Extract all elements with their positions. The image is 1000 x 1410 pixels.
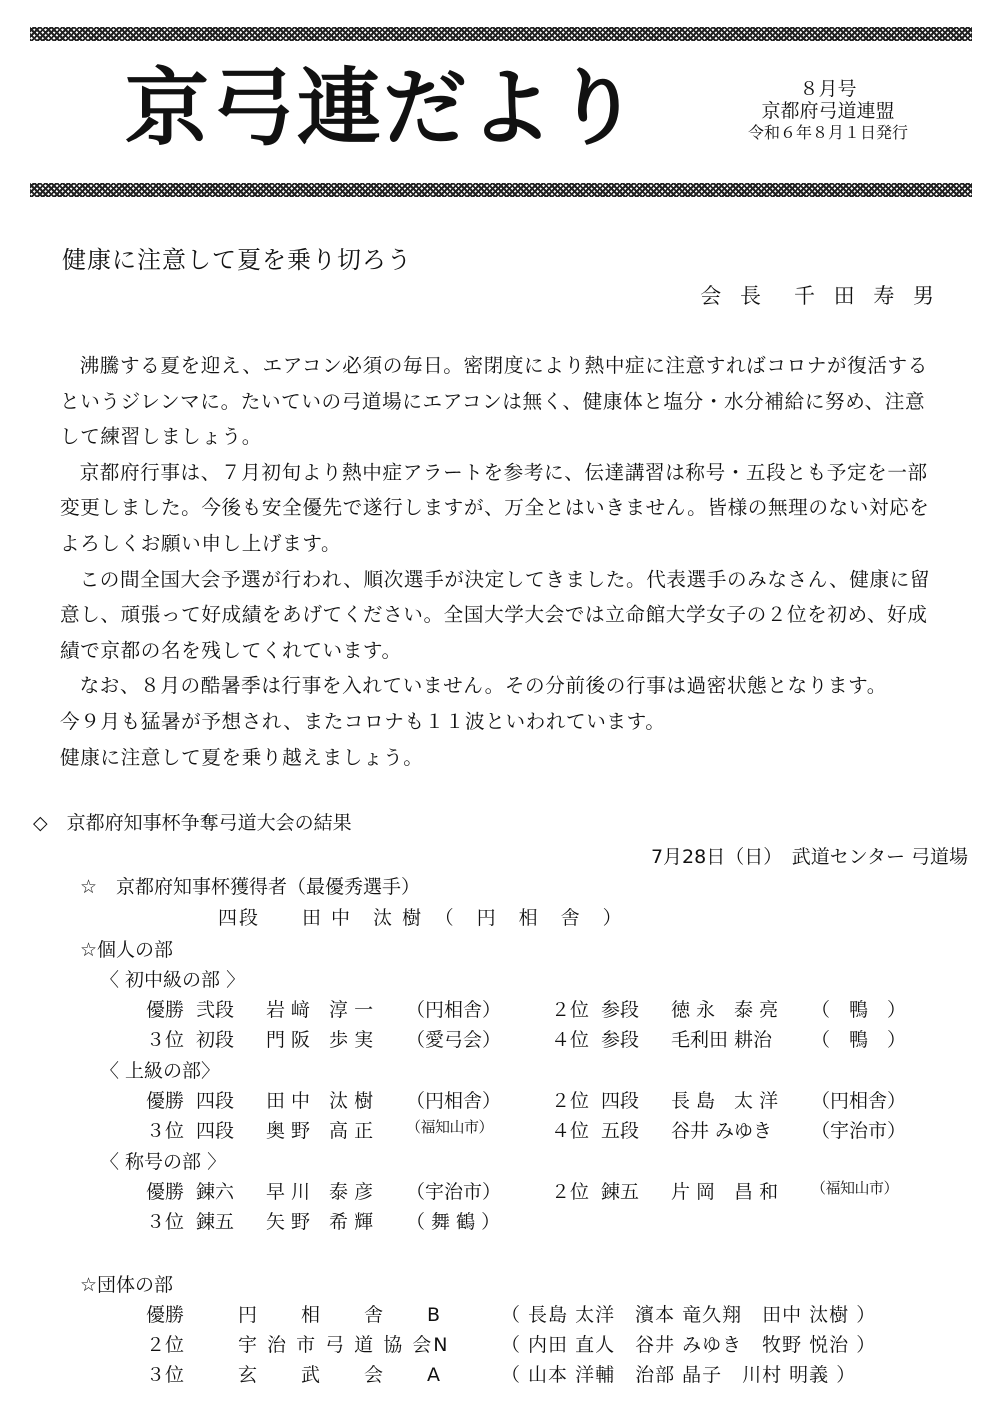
team-members: （ 内田 直人 谷井 みゆき 牧野 悦治 ） bbox=[501, 1334, 877, 1356]
article-title: 健康に注意して夏を乗り切ろう bbox=[62, 246, 412, 274]
rank: ２位 bbox=[551, 1181, 590, 1203]
club: （愛弓会） bbox=[406, 1029, 502, 1051]
header-top-border bbox=[30, 27, 972, 41]
competitor-name: 徳 永 泰 亮 bbox=[671, 999, 779, 1021]
competitor-name: 田 中 汰 樹 bbox=[266, 1090, 374, 1112]
dan: 初段 bbox=[196, 1029, 235, 1051]
article-body bbox=[60, 348, 940, 775]
results-section-title: ◇ 京都府知事杯争奪弓道大会の結果 bbox=[33, 812, 352, 834]
award-heading: ☆ 京都府知事杯獲得者（最優秀選手） bbox=[80, 876, 421, 898]
team-name: 玄 武 会 A bbox=[238, 1364, 442, 1386]
team-heading: ☆団体の部 bbox=[80, 1274, 174, 1296]
paragraph: 今９月も猛暑が予想され、またコロナも１１波といわれています。 bbox=[60, 709, 666, 733]
paragraph: なお、８月の酷暑季は行事を入れていません。その分前後の行事は過密状態となります。 bbox=[79, 674, 887, 698]
club: （宇治市） bbox=[811, 1120, 907, 1142]
competitor-name: 奥 野 高 正 bbox=[266, 1120, 374, 1142]
award-winner: 四段 田 中 汰 樹 （ 円 相 舎 ） bbox=[218, 907, 624, 929]
competitor-name: 矢 野 希 輝 bbox=[266, 1211, 374, 1233]
rank: ４位 bbox=[551, 1029, 590, 1051]
competitor-name: 早 川 泰 彦 bbox=[266, 1181, 374, 1203]
article-author: 会 長 千 田 寿 男 bbox=[700, 284, 940, 308]
club: （ 舞 鶴 ） bbox=[406, 1211, 501, 1233]
issue-month: ８月号 bbox=[799, 78, 857, 100]
rank: 優勝 bbox=[146, 1304, 185, 1326]
team-members: （ 山本 洋輔 治部 晶子 川村 明義 ） bbox=[501, 1364, 857, 1386]
club: （円相舎） bbox=[406, 999, 502, 1021]
rank: ３位 bbox=[146, 1029, 185, 1051]
club: （ 鴨 ） bbox=[811, 1029, 907, 1051]
individual-heading: ☆個人の部 bbox=[80, 939, 174, 961]
paragraph: 京都府行事は、７月初旬より熱中症アラートを参考に、伝達講習は称号・五段とも予定を一部変更しました。今後も安全優先で遂行しますが、万全とはいきません。皆様の無理のない対応をよろしくお願い申し上げます。 bbox=[60, 460, 930, 555]
club: （円相舎） bbox=[811, 1090, 907, 1112]
competitor-name: 谷井 みゆき bbox=[671, 1120, 773, 1142]
issuer-org: 京都府弓道連盟 bbox=[761, 100, 895, 122]
rank: ３位 bbox=[146, 1211, 185, 1233]
dan: 四段 bbox=[601, 1090, 640, 1112]
rank: ４位 bbox=[551, 1120, 590, 1142]
rank: ２位 bbox=[551, 1090, 590, 1112]
team-name: 宇 治 市 弓 道 協 会N bbox=[238, 1334, 450, 1356]
competitor-name: 毛利田 耕治 bbox=[671, 1029, 773, 1051]
club: （宇治市） bbox=[406, 1181, 502, 1203]
team-members: （ 長島 太洋 濱本 竜久翔 田中 汰樹 ） bbox=[501, 1304, 877, 1326]
paragraph: 健康に注意して夏を乗り越えましょう。 bbox=[60, 745, 424, 769]
results-date-venue: 7月28日（日） 武道センター 弓道場 bbox=[650, 846, 968, 868]
competitor-name: 門 阪 歩 実 bbox=[266, 1029, 374, 1051]
club: （円相舎） bbox=[406, 1090, 502, 1112]
issue-info bbox=[748, 78, 908, 144]
dan: 錬五 bbox=[196, 1211, 235, 1233]
club: （ 鴨 ） bbox=[811, 999, 907, 1021]
competitor-name: 岩 﨑 淳 一 bbox=[266, 999, 374, 1021]
rank: ３位 bbox=[146, 1364, 185, 1386]
dan: 参段 bbox=[601, 999, 640, 1021]
rank: 優勝 bbox=[146, 999, 185, 1021]
dan: 錬六 bbox=[196, 1181, 235, 1203]
rank: 優勝 bbox=[146, 1181, 185, 1203]
paragraph: この間全国大会予選が行われ、順次選手が決定してきました。代表選手のみなさん、健康に留意し、頑張って好成績をあげてください。全国大学大会では立命館大学女子の２位を初め、好成績で京都の名を残してくれています。 bbox=[60, 567, 931, 662]
dan: 四段 bbox=[196, 1120, 235, 1142]
masthead-logo: 京弓連だより bbox=[125, 58, 642, 157]
rank: ３位 bbox=[146, 1120, 185, 1142]
dan: 錬五 bbox=[601, 1181, 640, 1203]
competitor-name: 長 島 太 洋 bbox=[671, 1090, 779, 1112]
club: （福知山市） bbox=[811, 1179, 899, 1197]
rank: ２位 bbox=[146, 1334, 185, 1356]
issue-date: 令和６年８月１日発行 bbox=[747, 123, 908, 142]
division-label: 〈 初中級の部 〉 bbox=[100, 969, 246, 991]
division-label: 〈 上級の部〉 bbox=[100, 1060, 221, 1082]
paragraph: 沸騰する夏を迎え、エアコン必須の毎日。密閉度により熱中症に注意すればコロナが復活するというジレンマに。たいていの弓道場にエアコンは無く、健康体と塩分・水分補給に努め、注意して練習しましょう。 bbox=[60, 354, 928, 449]
division-label: 〈 称号の部 〉 bbox=[100, 1151, 227, 1173]
club: （福知山市） bbox=[406, 1118, 494, 1136]
rank: 優勝 bbox=[146, 1090, 185, 1112]
rank: ２位 bbox=[551, 999, 590, 1021]
header-bottom-border bbox=[30, 183, 972, 197]
competitor-name: 片 岡 昌 和 bbox=[671, 1181, 779, 1203]
dan: 四段 bbox=[196, 1090, 235, 1112]
dan: 参段 bbox=[601, 1029, 640, 1051]
team-name: 円 相 舎 B bbox=[238, 1304, 443, 1326]
dan: 五段 bbox=[601, 1120, 640, 1142]
dan: 弐段 bbox=[196, 999, 235, 1021]
